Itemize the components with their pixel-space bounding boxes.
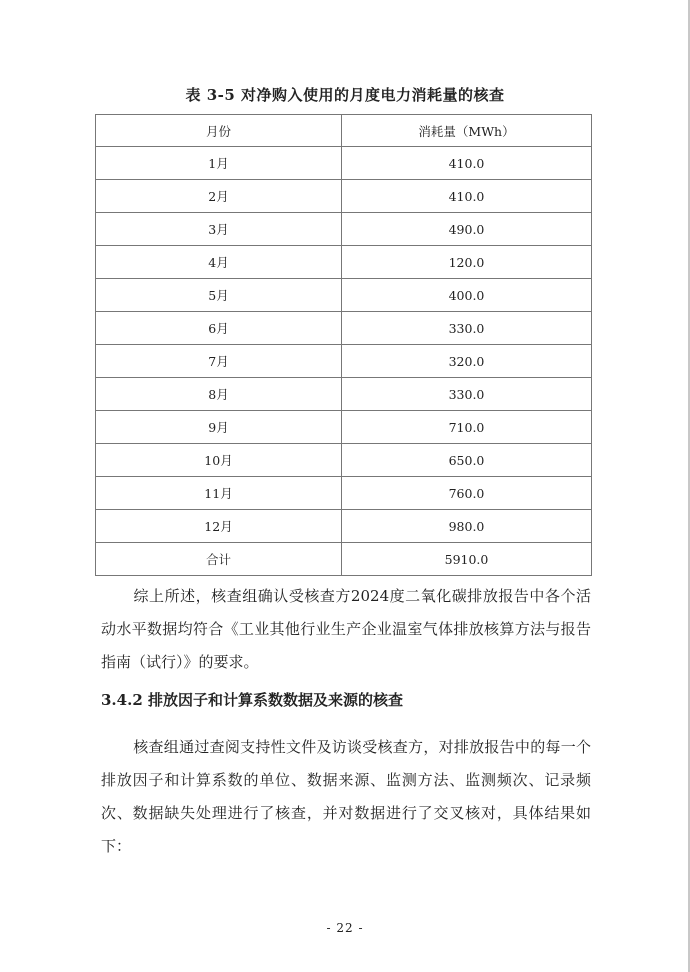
- table-row: [96, 312, 592, 345]
- consumption-cell: 400.0: [342, 279, 592, 312]
- month-cell: 1月: [96, 147, 342, 180]
- table-row: [96, 246, 592, 279]
- month-cell: 2月: [96, 180, 342, 213]
- column-header-consumption: 消耗量（MWh）: [342, 115, 592, 147]
- table-header-row: [96, 115, 592, 147]
- body-paragraph-text: 核查组通过查阅支持性文件及访谈受核查方，对排放报告中的每一个排放因子和计算系数的单位、数据来源、监测方法、监测频次、记录频次、数据缺失处理进行了核查，并对数据进行了交叉核对，具体结果如下：: [101, 738, 591, 855]
- month-cell: 7月: [96, 345, 342, 378]
- table-row: [96, 279, 592, 312]
- table-row: [96, 411, 592, 444]
- table-row: [96, 345, 592, 378]
- consumption-cell: 330.0: [342, 312, 592, 345]
- total-value-cell: 5910.0: [342, 543, 592, 576]
- month-cell: 12月: [96, 510, 342, 543]
- section-heading: 3.4.2 排放因子和计算系数数据及来源的核查: [101, 691, 403, 709]
- page-number: - 22 -: [326, 921, 364, 935]
- consumption-cell: 120.0: [342, 246, 592, 279]
- consumption-cell: 760.0: [342, 477, 592, 510]
- consumption-cell: 490.0: [342, 213, 592, 246]
- month-cell: 8月: [96, 378, 342, 411]
- electricity-consumption-table: [95, 114, 592, 576]
- consumption-cell: 320.0: [342, 345, 592, 378]
- consumption-cell: 410.0: [342, 180, 592, 213]
- month-cell: 10月: [96, 444, 342, 477]
- column-header-month: 月份: [96, 115, 342, 147]
- table-row: [96, 213, 592, 246]
- table-total-row: [96, 543, 592, 576]
- table-row: [96, 147, 592, 180]
- total-label-cell: 合计: [96, 543, 342, 576]
- month-cell: 4月: [96, 246, 342, 279]
- month-cell: 6月: [96, 312, 342, 345]
- table-title: 表 3-5 对净购入使用的月度电力消耗量的核查: [185, 86, 505, 104]
- month-cell: 9月: [96, 411, 342, 444]
- consumption-cell: 650.0: [342, 444, 592, 477]
- table-row: [96, 510, 592, 543]
- summary-paragraph-text: 综上所述，核查组确认受核查方2024度二氧化碳排放报告中各个活动水平数据均符合《工业其他行业生产企业温室气体排放核算方法与报告指南（试行）》的要求。: [101, 587, 591, 671]
- consumption-cell: 980.0: [342, 510, 592, 543]
- consumption-cell: 410.0: [342, 147, 592, 180]
- month-cell: 11月: [96, 477, 342, 510]
- summary-paragraph: [101, 580, 591, 679]
- table-row: [96, 378, 592, 411]
- body-paragraph: [101, 731, 591, 863]
- month-cell: 5月: [96, 279, 342, 312]
- table-row: [96, 180, 592, 213]
- table-row: [96, 477, 592, 510]
- consumption-cell: 710.0: [342, 411, 592, 444]
- table-row: [96, 444, 592, 477]
- month-cell: 3月: [96, 213, 342, 246]
- consumption-cell: 330.0: [342, 378, 592, 411]
